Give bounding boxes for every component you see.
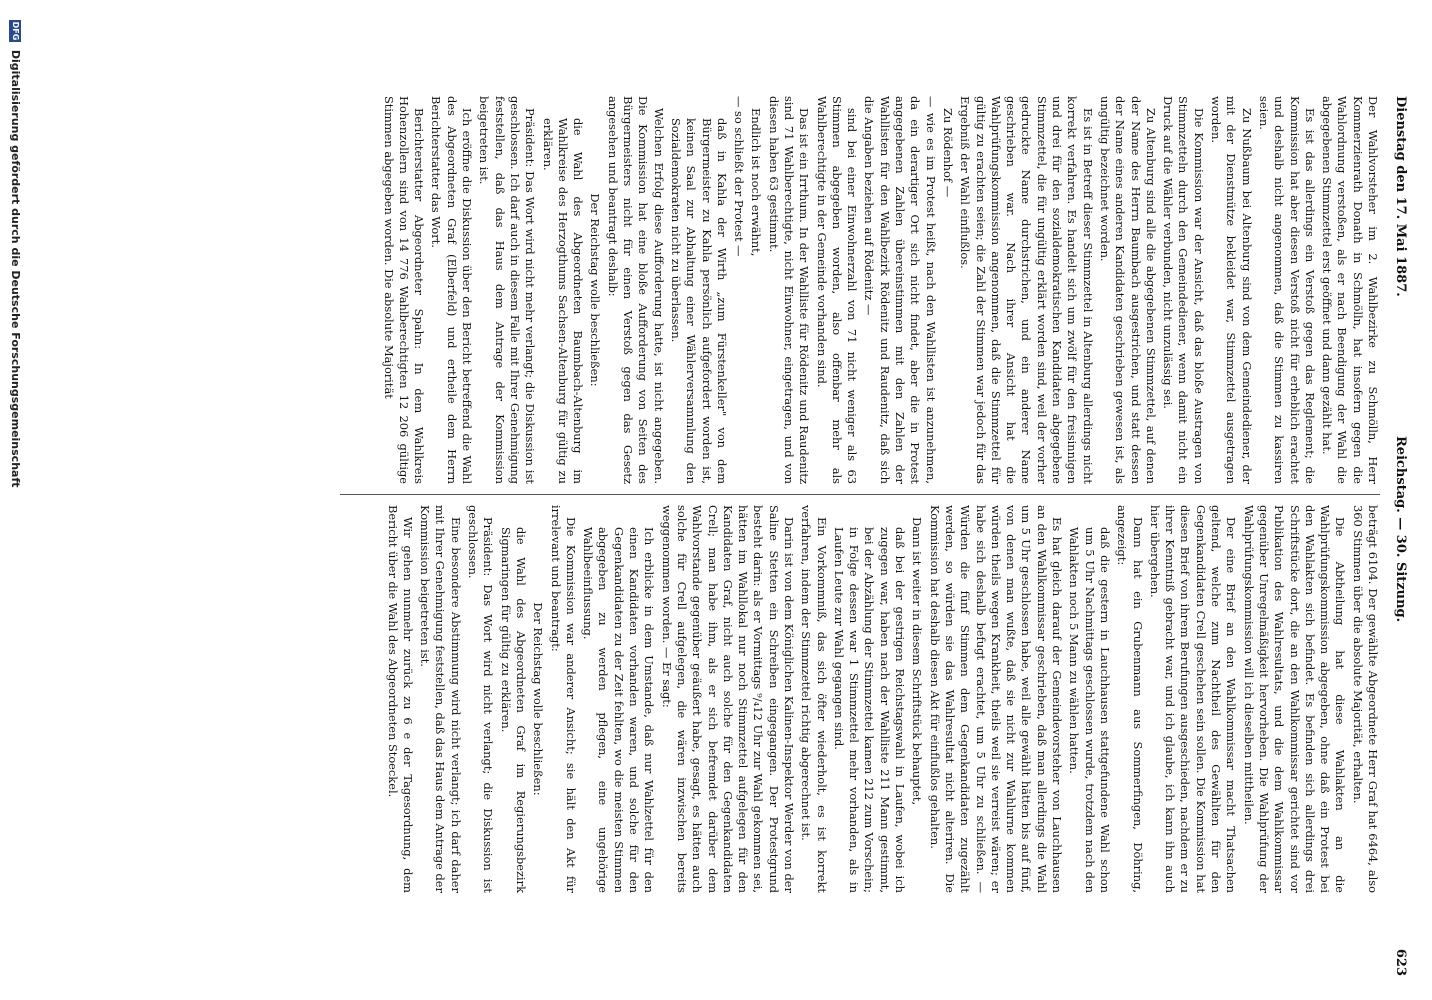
paragraph: die Wahl des Abgeordneten Graf im Regierungsbezirk Sigmaringen für gültig zu erklären. <box>498 527 528 893</box>
paragraph: daß in Kahla der Wirth „zum Fürstenkeller" von dem Bürgermeister zu Kahla persönlich aufgefordert worden ist, keinen Saal zur Abhaltung einer Wählerversammlung den Sozialdemokraten nicht zu überlassen. <box>668 118 729 484</box>
paragraph: Ich erblicke in dem Umstande, daß nur Wahlzettel für den einen Kandidaten vorhanden waren, und solche für den Gegenkandidaten zu der Zeit fehlten, wo die meisten Stimmen abgegeben zu werden pflegen, eine ungehörige Wahlbeeinflussung. <box>581 527 657 893</box>
paragraph: Es hat gleich darauf der Gemeindevorsteher von Lauchhausen an den Wahlkommissar geschrieben, daß man allerdings die Wahl um 5 Uhr geschlossen habe, weil alle gewählt hätten bis auf fünf, von denen man wußte, daß sie nicht zur Wahlurne kommen würden theils wegen Krankheit, theils weil sie verreist wären; er habe sich deshalb befugt erachtet, um 5 Uhr zu schließen. — Würden die fünf Stimmen dem Gegenkandidaten zugezählt werden, so würden sie das Wahlresultat nicht alteriren. Die Kommission hat deshalb diesen Akt für einflußlos gehalten. <box>927 505 1065 893</box>
paragraph: Präsident: Das Wort wird nicht verlangt; die Diskussion ist geschlossen. <box>466 505 496 893</box>
paragraph: Berichterstatter Abgeordneter Spahn: In dem Wahlkreis Hohenzollern sind von 14 776 Wahlberechtigten 12 206 gültige Stimmen abgegeben worden. Die absolute Majorität <box>381 96 427 484</box>
paragraph: Präsident: Das Wort wird nicht mehr verlangt; die Diskussion ist geschlossen. Ich darf auch in diesem Falle mit Ihrer Genehmigung feststellen, daß das Haus dem Antrage der Kommission beigetreten ist. <box>477 96 538 484</box>
paragraph: Welchen Erfolg diese Aufforderung hatte, ist nicht angegeben. Die Kommission hat eine bloße Aufforderung von Seiten des Bürgermeisters nicht für einen Verstoß gegen das Gesetz angesehen und beantragt deshalb: <box>605 96 666 484</box>
paragraph: Zu Nußbaum bei Altenburg sind von dem Gemeindediener, der mit der Dienstmütze bekleidet war, Stimmzettel ausgetragen worden. <box>1209 96 1254 484</box>
paragraph: — so schließt der Protest — <box>732 96 747 257</box>
paragraph: Endlich ist noch erwähnt, <box>749 108 764 257</box>
paragraph: beträgt 6104. Der gewählte Abgeordnete Herr Graf hat 6464, also 360 Stimmen über die absolute Majorität, erhalten. <box>1350 505 1380 893</box>
paragraph: Der Wahlvorsteher im 2. Wahlbezirke zu Schmölln, Herr Kommerzienrath Donath in Schmölln, hat insofern gegen die Wahlordnung verstoßen, als er nach Beendigung der Wahl die abgegebenen Stimmzettel erst geöffnet und dann gezählt hat. <box>1320 96 1380 484</box>
paragraph: Der eine Brief an den Wahlkommissar macht Thatsachen geltend, welche zum Nachtheil des Gewählten für den Gegenkandidaten Crell geschehen sein sollen. Die Kommission hat diesen Brief von ihrem Berufungen ausgeschieden, nachdem er zu ihrer Kenntniß gebracht war, und ich glaube, ich kann ihn auch hier übergehen. <box>1147 505 1239 893</box>
paragraph: Der Reichstag wolle beschließen: <box>531 602 546 796</box>
header-date: Dienstag den 17. Mai 1887. <box>1393 96 1408 297</box>
digitization-footer <box>6 20 22 1000</box>
column-divider <box>340 494 1380 495</box>
paragraph: die Wahl des Abgeordneten Baumbach-Altenburg im Wahlkreise des Herzogthums Sachsen-Altenburg für gültig zu erklären. <box>540 118 586 484</box>
paragraph: Ein Vorkommniß, das sich öfter wiederholt, es ist korrekt verfahren, indem der Stimmzettel richtig abgerechnet ist. <box>799 505 829 893</box>
right-text-column <box>340 505 1380 893</box>
paragraph: Es ist in Betreff dieser Stimmzettel in Altenburg allerdings nicht korrekt verfahren. Es handelt sich um zwölf für den freisinnigen und drei für den sozialdemokratischen Kandidaten abgegebene Stimmzettel, die für ungültig erklärt worden sind, weil der vorher gedruckte Name durchstrichen, und ein anderer Name geschrieben war. Nach ihrer Ansicht hat die Wahlprüfungskommission angenommen, daß die Stimmzettel für gültig zu erachten seien; die Zahl der Stimmen war jedoch für das Ergebniß der Wahl einflußlos. <box>958 96 1095 484</box>
paragraph: Zu Altenburg sind alle die abgegebenen Stimmzettel, auf denen der Name des Herrn Baumbach ausgestrichen, und statt dessen der Name eines anderen Kandidaten geschrieben gewesen ist, als ungültig bezeichnet worden. <box>1097 96 1158 484</box>
paragraph: Dann hat ein Grubenmann aus Sommerfingen, Döhring, angezeigt: <box>1115 505 1145 893</box>
paragraph: Das ist ein Irrthum. In der Wahlliste für Rödenitz und Raudenitz sind 71 Wahlberechtigte, nicht Einwohner, eingetragen, und von diesen haben 63 gestimmt. <box>766 96 812 484</box>
paragraph: Wir gehen nunmehr zurück zu 6 e der Tagesordnung, dem Bericht über die Wahl des Abgeordneten Stoeckel. <box>385 505 415 893</box>
paragraph: Darin ist von dem Königlichen Kalinen-Inspektor Werder von der Saline Stetten ein Schreiben eingegangen. Der Protestgrund besteht darin: als er Vormittags ⁹/₄12 Uhr zur Wahl gekommen sei, hätten im Wahllokal nur noch Stimmzettel aufgelegen für den Kandidaten Graf, nicht auch solche für den Gegenkandidaten Crell; man habe ihm, als er sich befremdet darüber dem Wahlvorstande gegenüber geäußert habe, gesagt, es hätten auch solche für Crell aufgelegen, die wären inzwischen bereits weggenommen worden. — Er sagt: <box>659 505 797 893</box>
paragraph: Es ist das allerdings ein Verstoß gegen das Reglement; die Kommission hat aber diesen Verstoß nicht für erheblich erachtet und deshalb nicht angenommen, daß die Stimmen zu kassiren seien. <box>1256 96 1317 484</box>
page-header <box>1386 96 1408 976</box>
dfg-logo: DFG <box>11 21 20 41</box>
paragraph: Die Kommission war der Ansicht, daß das bloße Austragen von Stimmzetteln durch den Gemeindediener, wenn damit nicht ein Druck auf die Wähler verbunden, nicht unzulässig sei. <box>1161 96 1206 484</box>
footer-credit: Digitalisierung gefördert durch die Deutsche Forschungsgemeinschaft <box>9 49 22 488</box>
paragraph: sind bei einer Einwohnerzahl von 71 nicht weniger als 63 Stimmen abgegeben worden, also offenbar mehr als Wahlberechtigte in der Gemeinde vorhanden sind. <box>814 96 860 484</box>
paragraph: Zu Rödenhof — <box>940 108 955 198</box>
paragraph: daß die gestern in Lauchhausen stattgefundene Wahl schon um 5 Uhr Nachmittags geschlossen wurde, trotzdem nach den Wahlakten noch 5 Mann zu wählen hatten. <box>1067 527 1112 893</box>
paragraph: Ich eröffne die Diskussion über den Bericht betreffend die Wahl des Abgeordneten Graf (Elberfeld) und ertheile dem Herrn Berichterstatter das Wort. <box>429 96 475 484</box>
page-number: 623 <box>1393 948 1408 976</box>
paragraph: Dann ist weiter in diesem Schriftstück behauptet, <box>910 517 925 806</box>
paragraph: Die Kommission war anderer Ansicht; sie hält den Akt für irrelevant und beantragt: <box>548 505 578 893</box>
header-title: Reichstag. — 30. Sitzung. <box>1393 436 1408 623</box>
paragraph: Die Abtheilung hat diese Wahlakten an die Wahlprüfungskommission abgegeben, ohne daß ein Protest bei den Wahlakten sich befindet. Es befinden sich allerdings drei Schriftstücke dort, die an den Wahlkommissar gerichtet sind vor Publikation des Wahlresultats, und die dem Wahlkommissar gegenüber Unregelmäßigkeit hervorheben. Die Wahlprüfung der Wahlprüfungskommission will ich dieselben mittheilen. <box>1241 505 1348 893</box>
paragraph: — wie es im Protest heißt, nach den Wahllisten ist anzunehmen, da ein derartiger Ort sich nicht findet, aber die in Protest angegebenen Zahlen übereinstimmen mit den Zahlen der Wahllisten für den Wahlbezirk Rödenitz und Raudenitz, daß sich die Angaben beziehen auf Rödenitz — <box>862 96 938 484</box>
paragraph: Der Reichstag wolle beschließen: <box>588 193 603 387</box>
left-text-column <box>340 96 1380 484</box>
paragraph: Eine besondere Abstimmung wird nicht verlangt; ich darf daher mit Ihrer Genehmigung feststellen, daß das Haus dem Antrage der Kommission beigetreten ist. <box>418 505 463 893</box>
paragraph: daß bei der gestrigen Reichstagswahl in Laufen, wobei ich zugegen war, haben nach der Wahlliste 211 Mann gestimmt, bei der Abzählung der Stimmzettel kamen 212 zum Vorschein; in Folge dessen war 1 Stimmzettel mehr vorhanden, als in Laufen Leute zur Wahl gegangen sind. <box>831 527 908 893</box>
